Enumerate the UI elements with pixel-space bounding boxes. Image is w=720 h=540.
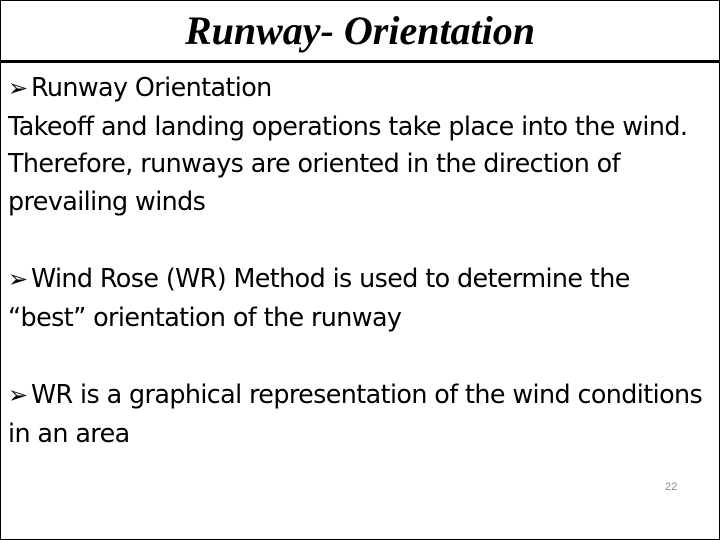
arrow-bullet-icon: ➢ [8, 381, 28, 409]
page-number: 22 [665, 481, 678, 493]
spacer [8, 220, 714, 260]
arrow-bullet-icon: ➢ [8, 74, 28, 102]
bullet-item-wind-rose-method [8, 260, 714, 336]
slide-title: Runway- Orientation [184, 8, 536, 53]
bullet-item-wr-definition [8, 376, 714, 452]
arrow-bullet-icon: ➢ [8, 265, 28, 293]
title-bar [1, 1, 719, 63]
bullet-body-text: Takeoff and landing operations take place into the wind. Therefore, runways are oriented in the direction of prevailing winds [8, 110, 688, 216]
bullet-text: Wind Rose (WR) Method is used to determine the “best” orientation of the runway [8, 263, 630, 332]
slide-content [8, 69, 714, 452]
bullet-item-runway-orientation [8, 69, 714, 220]
bullet-text: WR is a graphical representation of the wind conditions in an area [8, 379, 703, 448]
bullet-heading: Runway Orientation [31, 72, 272, 102]
spacer [8, 336, 714, 376]
